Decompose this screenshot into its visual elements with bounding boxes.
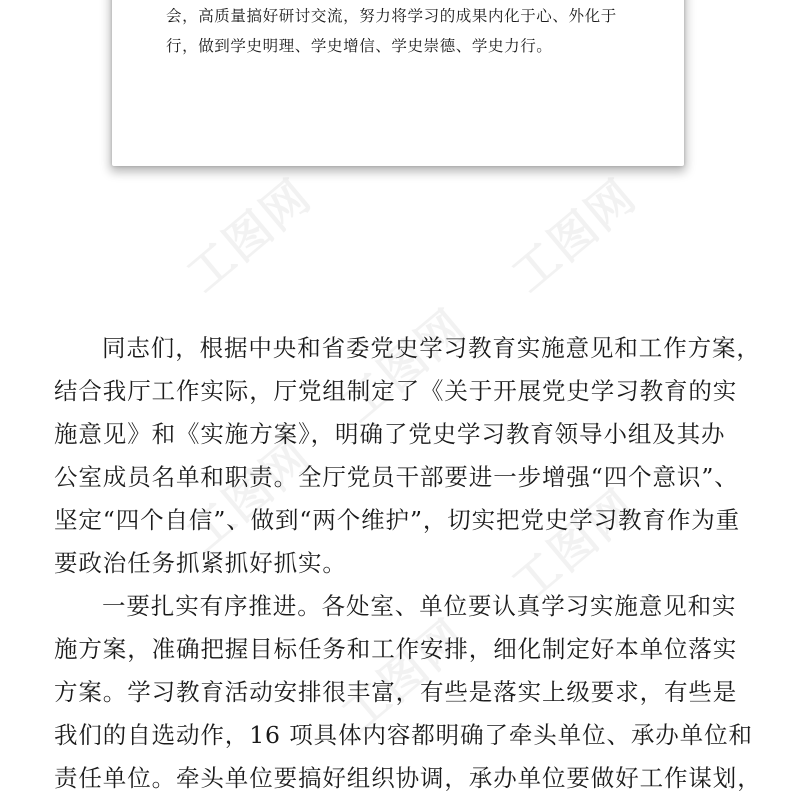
watermark: 工图网 — [331, 298, 477, 433]
article-line: 责任单位。牵头单位要搞好组织协调，承办单位要做好工作谋划， — [54, 764, 762, 792]
article-line: 施方案，准确把握目标任务和工作安排，细化制定好本单位落实 — [54, 635, 738, 663]
article-line: 坚定“四个自信”、做到“两个维护”，切实把党史学习教育作为重 — [54, 506, 741, 534]
quote-line: 会，高质量搞好研讨交流，努力将学习的成果内化于心、外化于 — [166, 7, 617, 25]
article-line: 我们的自选动作，16 项具体内容都明确了牵头单位、承办单位和 — [54, 721, 753, 749]
watermark: 工图网 — [331, 608, 477, 743]
article-line: 同志们，根据中央和省委党史学习教育实施意见和工作方案， — [102, 334, 761, 362]
watermark: 工图网 — [501, 168, 647, 303]
article-line: 公室成员名单和职责。全厅党员干部要进一步增强“四个意识”、 — [54, 463, 739, 491]
watermark: 工图网 — [176, 168, 322, 303]
article-line: 结合我厅工作实际，厅党组制定了《关于开展党史学习教育的实 — [54, 377, 738, 405]
quote-text — [166, 1, 666, 61]
quote-card — [112, 0, 684, 166]
article-line: 一要扎实有序推进。各处室、单位要认真学习实施意见和实 — [102, 592, 737, 620]
article-line: 要政治任务抓紧抓好抓实。 — [54, 549, 347, 577]
article-line: 方案。学习教育活动安排很丰富，有些是落实上级要求，有些是 — [54, 678, 738, 706]
watermark: 工图网 — [176, 428, 322, 563]
article-line: 施意见》和《实施方案》，明确了党史学习教育领导小组及其办 — [54, 420, 726, 448]
article-body — [54, 327, 762, 800]
quote-line: 行，做到学史明理、学史增信、学史崇德、学史力行。 — [166, 37, 553, 55]
watermark: 工图网 — [501, 478, 647, 613]
